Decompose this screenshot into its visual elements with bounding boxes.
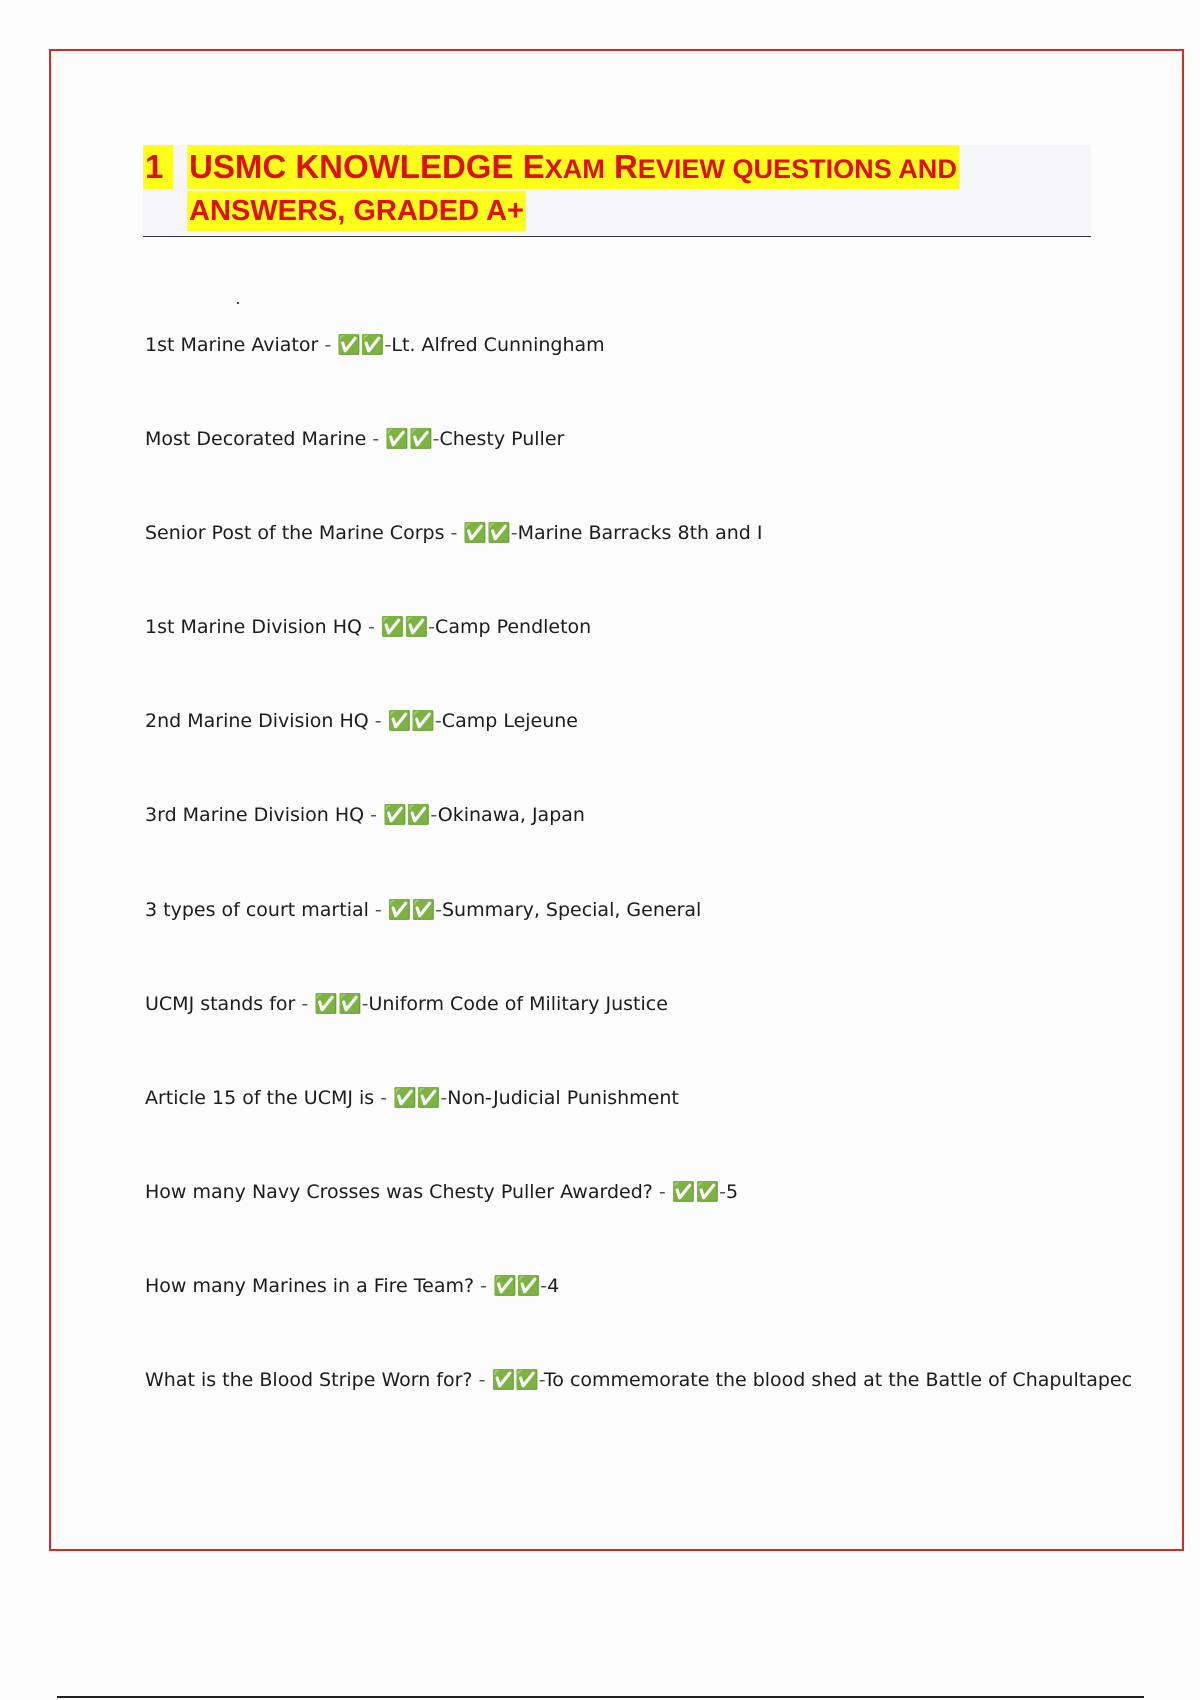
document-heading: [143, 145, 1091, 237]
qa-answer: 5: [725, 1180, 739, 1203]
double-check-icon: - ✅✅-: [361, 616, 436, 639]
qa-question: Article 15 of the UCMJ is: [145, 1086, 375, 1109]
double-check-icon: - ✅✅-: [368, 898, 442, 921]
qa-question: How many Marines in a Fire Team?: [145, 1274, 475, 1297]
qa-item: [145, 1175, 1105, 1269]
qa-answer: Camp Lejeune: [441, 710, 578, 733]
qa-item: [145, 798, 1105, 892]
double-check-icon: - ✅✅-: [318, 334, 392, 356]
qa-question: UCMJ stands for: [145, 992, 296, 1015]
qa-item: [145, 1269, 1105, 1363]
heading-title-part: ANSWERS, GRADED: [189, 195, 486, 227]
qa-item: [145, 422, 1105, 516]
stray-dot: [237, 302, 239, 304]
qa-item: [145, 610, 1105, 704]
qa-question: 1st Marine Division HQ: [145, 616, 362, 639]
heading-title-part: A+: [486, 195, 524, 227]
qa-question: 3rd Marine Division HQ: [145, 804, 365, 827]
heading-title-part: USMC KNOWLEDGE E: [189, 148, 545, 185]
double-check-icon: - ✅✅-: [366, 428, 440, 451]
qa-item: [145, 893, 1105, 987]
qa-item: [145, 704, 1105, 798]
double-check-icon: - ✅✅-: [444, 522, 518, 545]
double-check-icon: - ✅✅-: [364, 804, 438, 827]
qa-answer: Non-Judicial Punishment: [447, 1086, 679, 1109]
qa-question: 1st Marine Aviator: [145, 334, 319, 356]
bottom-rule: [57, 1696, 1144, 1698]
qa-question: Senior Post of the Marine Corps: [145, 522, 445, 545]
double-check-icon: - ✅✅-: [295, 992, 369, 1015]
qa-answer: Chesty Puller: [439, 428, 565, 451]
qa-question: What is the Blood Stripe Worn for?: [145, 1369, 473, 1392]
double-check-icon: - ✅✅-: [374, 1086, 448, 1109]
qa-question: Most Decorated Marine: [145, 428, 367, 451]
qa-answer: Summary, Special, General: [442, 898, 702, 921]
double-check-icon: - ✅✅-: [472, 1369, 544, 1392]
qa-answer: To commemorate the blood shed at the Battle of Chapultapec: [543, 1369, 1133, 1392]
qa-question: 3 types of court martial: [145, 898, 369, 921]
qa-item: [145, 987, 1105, 1081]
qa-answer: 4: [547, 1274, 560, 1297]
qa-answer: Okinawa, Japan: [437, 804, 585, 827]
heading-title-part: R: [604, 148, 638, 185]
heading-title-part: EVIEW QUESTIONS AND: [637, 154, 957, 184]
heading-title-line-1: [187, 145, 959, 189]
qa-item: [145, 1081, 1105, 1175]
heading-title-part: XAM: [544, 154, 605, 184]
qa-answer: Lt. Alfred Cunningham: [391, 334, 605, 356]
double-check-icon: - ✅✅-: [652, 1180, 726, 1203]
double-check-icon: - ✅✅-: [368, 710, 442, 733]
qa-item: [145, 1363, 1133, 1457]
qa-item: [145, 516, 1105, 610]
qa-answer: Marine Barracks 8th and I: [517, 522, 763, 545]
qa-question: How many Navy Crosses was Chesty Puller Awarded?: [145, 1180, 653, 1203]
qa-list: [145, 328, 1133, 1457]
qa-question: 2nd Marine Division HQ: [145, 710, 369, 733]
qa-answer: Uniform Code of Military Justice: [368, 992, 668, 1015]
qa-answer: Camp Pendleton: [435, 616, 592, 639]
qa-item: [145, 328, 1105, 422]
heading-title-line-2: [187, 191, 526, 231]
double-check-icon: - ✅✅-: [474, 1274, 548, 1297]
heading-number: 1: [143, 145, 173, 189]
